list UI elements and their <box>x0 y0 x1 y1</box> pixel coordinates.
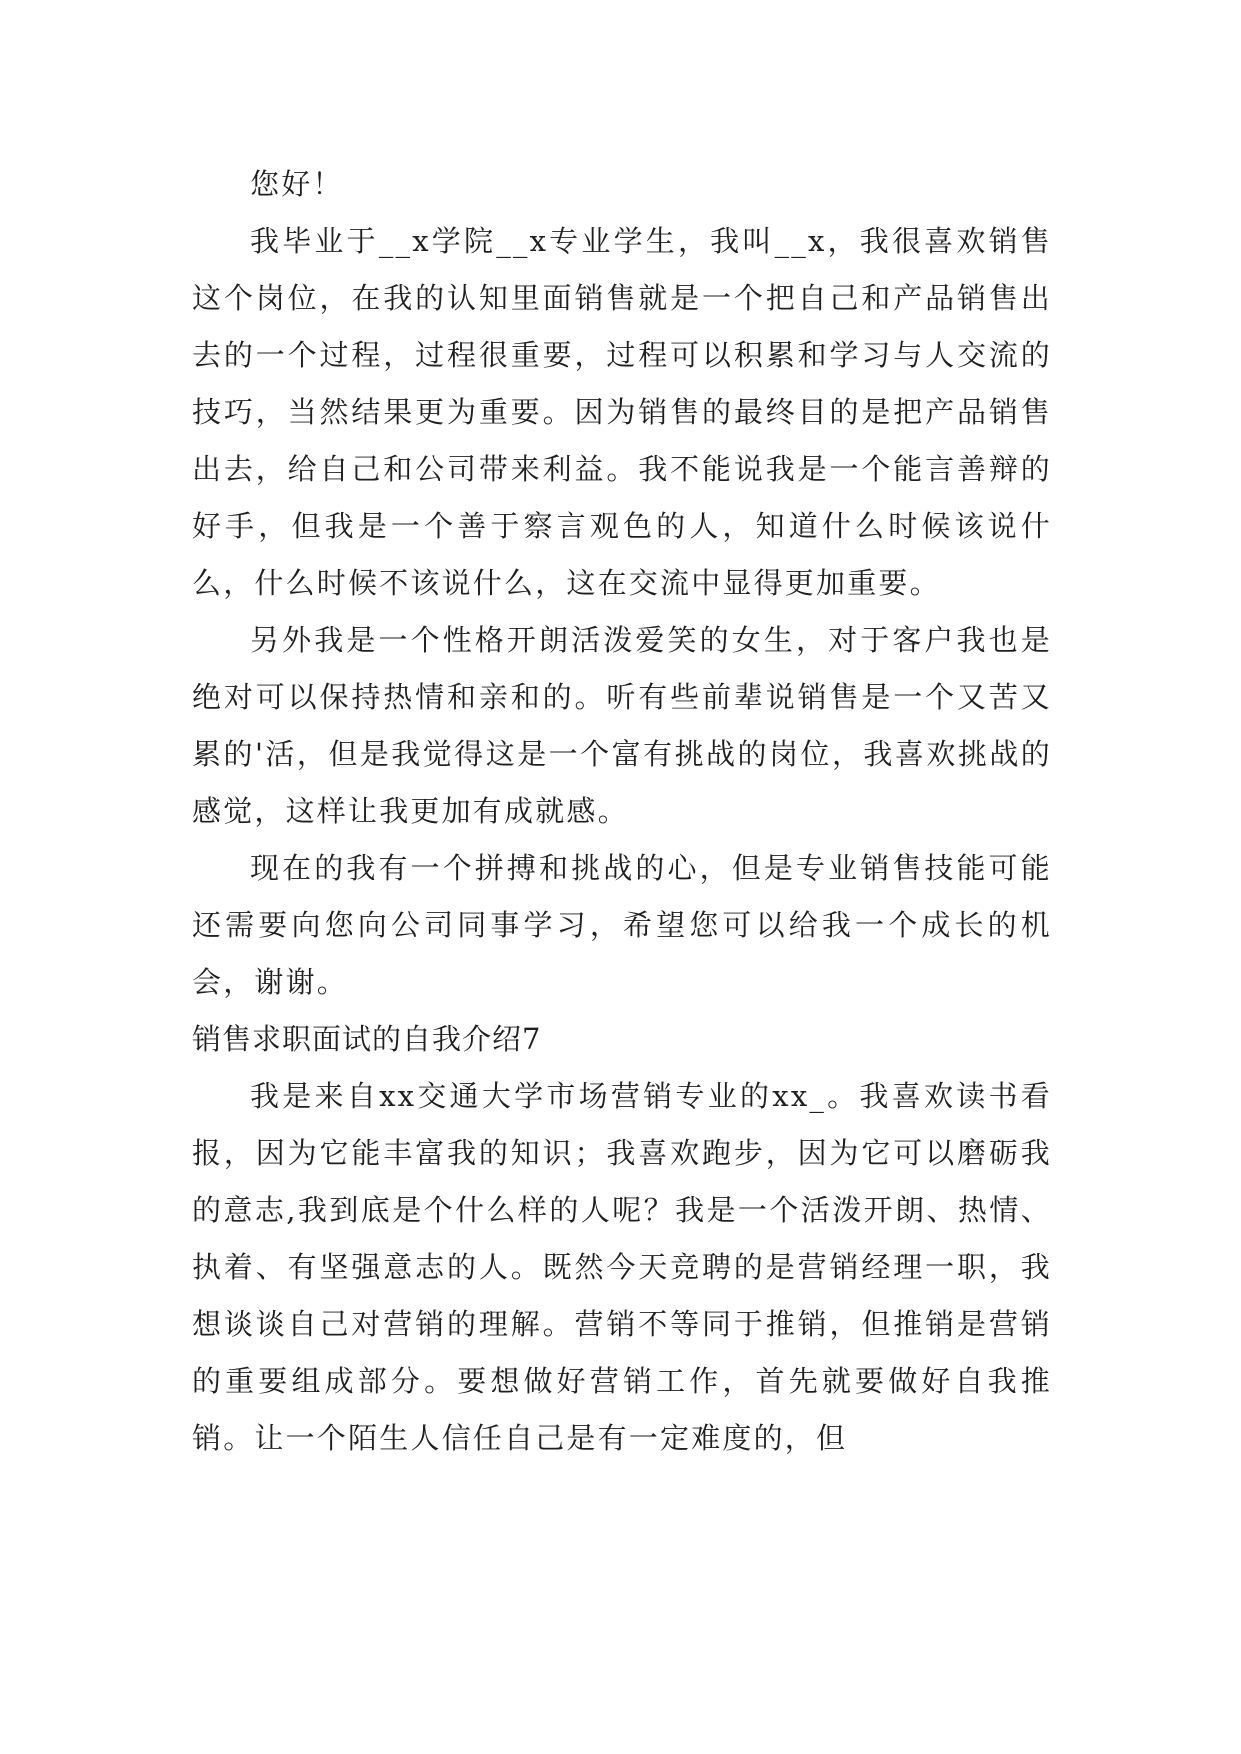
paragraph-personality: 另外我是一个性格开朗活泼爱笑的女生，对于客户我也是绝对可以保持热情和亲和的。听有些前辈说销售是一个又苦又累的'活，但是我觉得这是一个富有挑战的岗位，我喜欢挑战的感觉，这样让我更加有成就感。 <box>192 623 1052 828</box>
paragraph-education: 我毕业于__x学院__x专业学生，我叫__x，我很喜欢销售这个岗位，在我的认知里面销售就是一个把自己和产品销售出去的一个过程，过程很重要，过程可以积累和学习与人交流的技巧，当然结果更为重要。因为销售的最终目的是把产品销售出去，给自己和公司带来利益。我不能说我是一个能言善辩的好手，但我是一个善于察言观色的人，知道什么时候该说什么，什么时候不该说什么，这在交流中显得更加重要。 <box>192 224 1052 600</box>
section-title: 销售求职面试的自我介绍7 <box>192 1022 542 1056</box>
document-body <box>192 156 1052 1467</box>
paragraph-section-intro: 我是来自xx交通大学市场营销专业的xx_。我喜欢读书看报，因为它能丰富我的知识；我喜欢跑步，因为它可以磨砺我的意志,我到底是个什么样的人呢？我是一个活泼开朗、热情、执着、有坚强意志的人。既然今天竞聘的是营销经理一职，我想谈谈自己对营销的理解。营销不等同于推销，但推销是营销的重要组成部分。要想做好营销工作，首先就要做好自我推销。让一个陌生人信任自己是有一定难度的，但 <box>192 1079 1052 1455</box>
paragraph-closing: 现在的我有一个拼搏和挑战的心，但是专业销售技能可能还需要向您向公司同事学习，希望您可以给我一个成长的机会，谢谢。 <box>192 851 1052 999</box>
greeting-line: 您好！ <box>250 167 344 201</box>
